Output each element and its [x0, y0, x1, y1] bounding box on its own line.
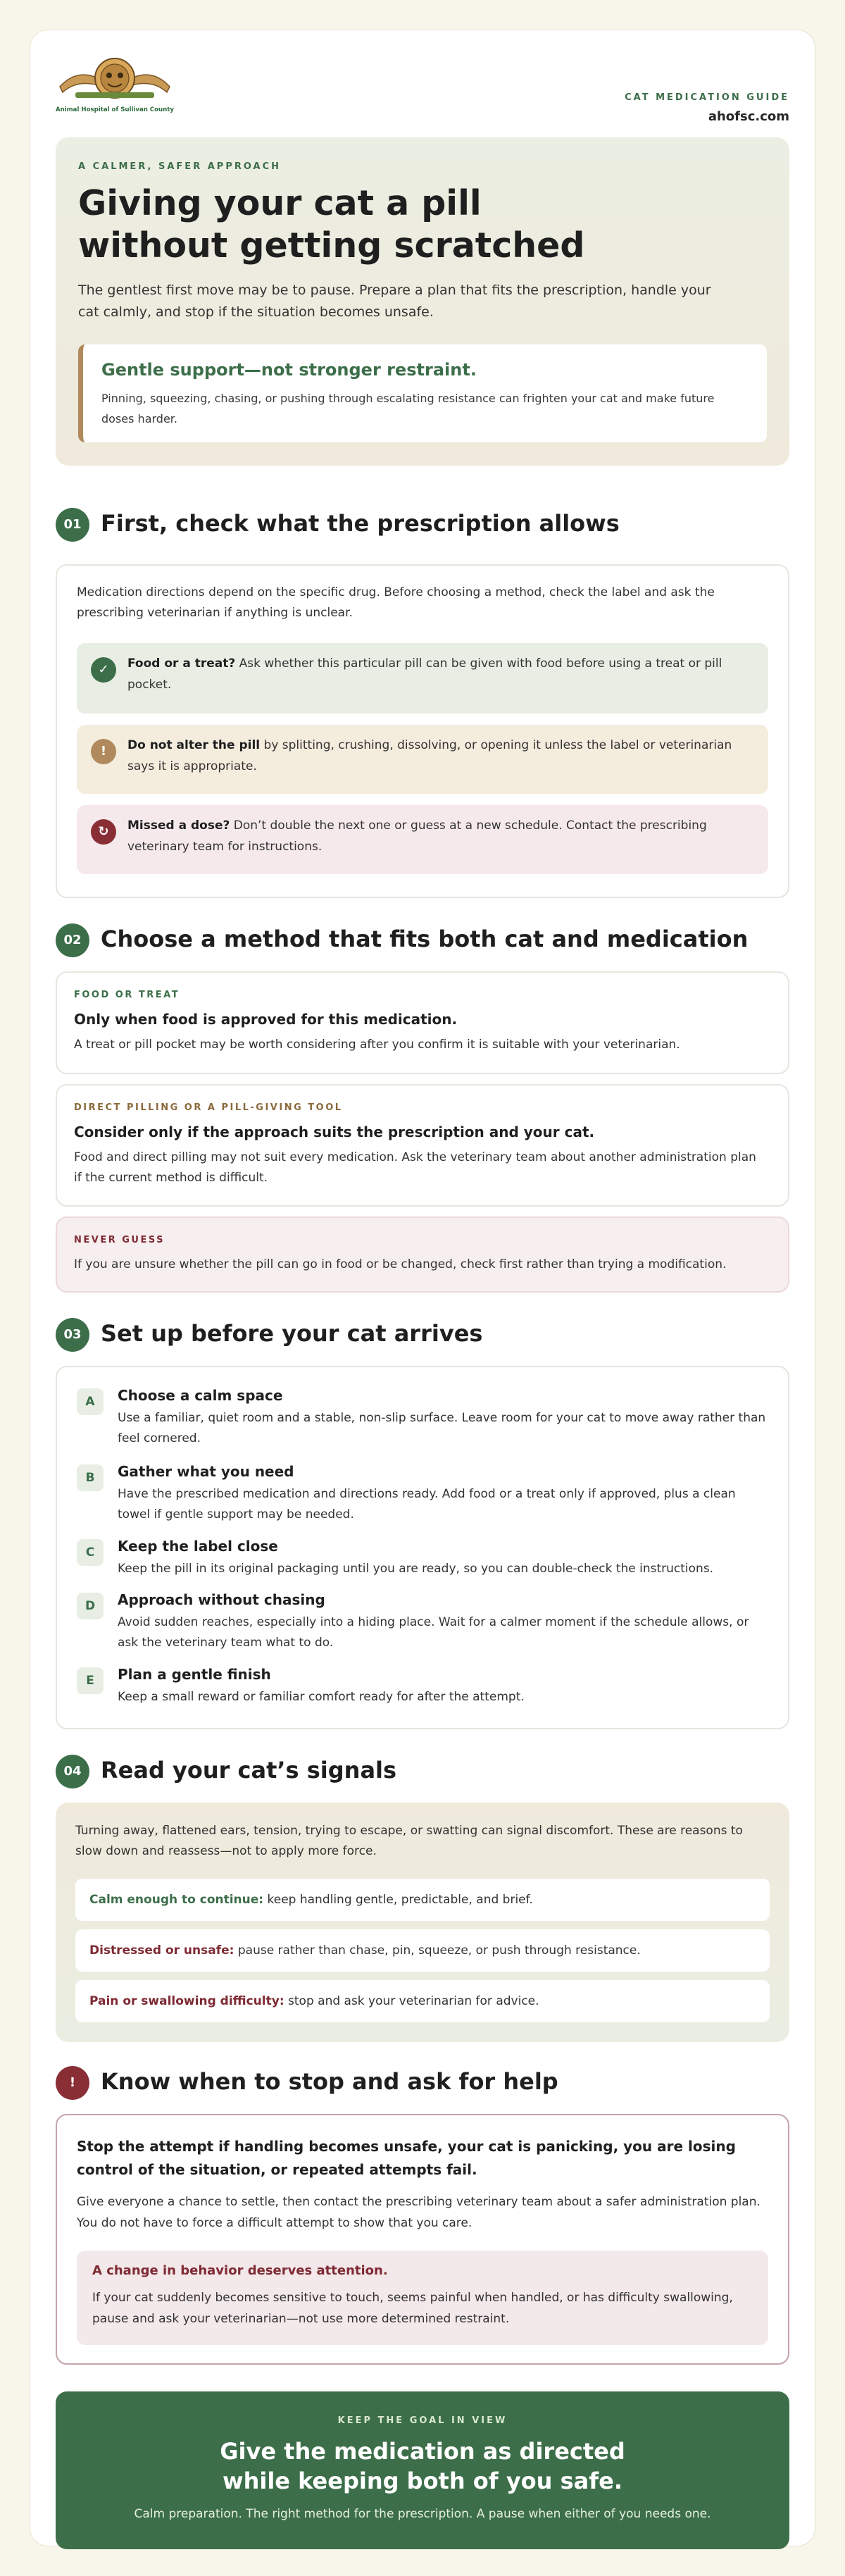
setup-step [77, 1591, 768, 1662]
header [56, 54, 789, 124]
alert-body: If your cat suddenly becomes sensitive to touch, seems painful when handled, or has difficulty swallowing, pause and ask your veterinarian—not use more determined restraint. [92, 2291, 733, 2326]
note-food-treat [77, 643, 768, 714]
banner-title [56, 2437, 789, 2496]
step-title: Approach without chasing [118, 1591, 325, 1608]
setup-card [56, 1366, 789, 1729]
step-letter: D [77, 1593, 104, 1619]
setup-step [77, 1387, 768, 1457]
warning-icon: ! [91, 739, 116, 764]
check-icon: ✓ [91, 657, 116, 683]
step-title: Gather what you need [118, 1463, 294, 1480]
signals-intro: Turning away, flattened ears, tension, trying to escape, or swatting can signal discomfort. These are reasons to slow down and reassess—not to apply more force. [75, 1824, 743, 1858]
banner-title-line-2: while keeping both of you safe. [223, 2468, 622, 2494]
refresh-icon: ↻ [91, 819, 116, 845]
setup-step [77, 1666, 768, 1736]
signals-panel [56, 1803, 789, 2042]
method-card-direct-pilling [56, 1084, 789, 1207]
prescription-card [56, 564, 789, 898]
section-intro: Medication directions depend on the specific drug. Before choosing a method, check the label and ask the prescribing veterinarian if anything is unclear. [77, 585, 715, 620]
logo-text: Animal Hospital of Sullivan County [56, 106, 175, 113]
note-text: Missed a dose? Don’t double the next one or guess at a new schedule. Contact the prescribing veterinary team for instructions. [127, 819, 707, 854]
signal-calm [75, 1879, 770, 1921]
method-card-never-guess [56, 1217, 789, 1293]
step-letter: A [77, 1388, 104, 1415]
step-title: Choose a calm space [118, 1387, 283, 1404]
step-body: Avoid sudden reaches, especially into a hiding place. Wait for a calmer moment if the schedule allows, or ask the veterinary team what to do. [118, 1615, 749, 1650]
method-eyebrow: FOOD OR TREAT [74, 990, 180, 1000]
alert-title: A change in behavior deserves attention. [92, 2263, 388, 2278]
banner-title-line-1: Give the medication as directed [220, 2438, 625, 2465]
goal-banner [56, 2391, 789, 2549]
note-text: Do not alter the pill by splitting, crushing, dissolving, or opening it unless the label or veterinarian says it is appropriate. [127, 738, 732, 773]
method-body: If you are unsure whether the pill can go in food or be changed, check first rather than trying a modification. [74, 1257, 727, 1271]
section-2-heading [56, 922, 789, 959]
step-letter: C [77, 1539, 104, 1566]
section-1-heading [56, 506, 789, 543]
section-title: Know when to stop and ask for help [101, 2068, 558, 2095]
guide-page [30, 30, 815, 2546]
section-title: Read your cat’s signals [101, 1757, 397, 1784]
note-do-not-alter [77, 725, 768, 794]
hero [56, 137, 789, 466]
hero-lead: The gentlest first move may be to pause. Prepare a plan that fits the prescription, handle your cat calmly, and stop if the situation becomes unsafe. [78, 282, 711, 320]
section-number-badge: 03 [56, 1318, 89, 1352]
banner-eyebrow: KEEP THE GOAL IN VIEW [337, 2415, 508, 2426]
site-link[interactable]: ahofsc.com [708, 109, 789, 124]
hero-callout [78, 344, 767, 442]
method-card-food [56, 971, 789, 1074]
signal-text: keep handling gentle, predictable, and brief. [263, 1893, 533, 1907]
step-body: Keep the pill in its original packaging until you are ready, so you can double-check the instructions. [118, 1562, 714, 1576]
signal-key: Distressed or unsafe: [89, 1943, 234, 1958]
setup-step [77, 1463, 768, 1533]
section-number-badge: 01 [56, 508, 89, 542]
method-body: A treat or pill pocket may be worth considering after you confirm it is suitable with your veterinarian. [74, 1038, 680, 1052]
title-line-2: without getting scratched [78, 225, 585, 266]
note-text: Food or a treat? Ask whether this particular pill can be given with food before using a treat or pill pocket. [127, 657, 722, 692]
hero-eyebrow: A CALMER, SAFER APPROACH [78, 161, 282, 172]
title-line-1: Giving your cat a pill [78, 183, 482, 223]
signal-text: stop and ask your veterinarian for advice. [284, 1994, 539, 2008]
step-body: Have the prescribed medication and directions ready. Add food or a treat only if approved, plus a clean towel if gentle support may be needed. [118, 1487, 736, 1522]
method-eyebrow: NEVER GUESS [74, 1235, 165, 1245]
method-title: Only when food is approved for this medication. [74, 1011, 458, 1028]
guide-label: CAT MEDICATION GUIDE [625, 92, 789, 103]
step-title: Keep the label close [118, 1538, 278, 1555]
section-3-heading [56, 1317, 789, 1353]
method-body: Food and direct pilling may not suit every medication. Ask the veterinary team about another administration plan if the current method is difficult. [74, 1150, 756, 1185]
section-title: First, check what the prescription allows [101, 510, 620, 537]
section-title: Set up before your cat arrives [101, 1320, 483, 1347]
section-5-heading [56, 2065, 789, 2101]
section-number-badge: 04 [56, 1755, 89, 1788]
step-letter: E [77, 1667, 104, 1694]
callout-title: Gentle support—not stronger restraint. [101, 360, 477, 380]
banner-body: Calm preparation. The right method for the prescription. A pause when either of you needs one. [134, 2507, 711, 2521]
signal-pain [75, 1980, 770, 2022]
section-4-heading [56, 1753, 789, 1790]
step-title: Plan a gentle finish [118, 1666, 271, 1683]
section-number-badge: 02 [56, 923, 89, 957]
signal-text: pause rather than chase, pin, squeeze, or push through resistance. [234, 1943, 641, 1958]
hospital-logo[interactable] [56, 54, 174, 119]
step-body: Use a familiar, quiet room and a stable, non-slip surface. Leave room for your cat to move away rather than feel cornered. [118, 1411, 766, 1445]
step-letter: B [77, 1464, 104, 1491]
stop-lead: Stop the attempt if handling becomes unsafe, your cat is panicking, you are losing control of the situation, or repeated attempts fail. [77, 2138, 736, 2178]
stop-body: Give everyone a chance to settle, then contact the prescribing veterinary team about a safer administration plan. You do not have to force a difficult attempt to show that you care. [77, 2195, 760, 2230]
section-title: Choose a method that fits both cat and medication [101, 926, 749, 952]
step-body: Keep a small reward or familiar comfort ready for after the attempt. [118, 1690, 525, 1704]
behavior-alert [77, 2251, 768, 2345]
page-title [78, 182, 641, 267]
alert-icon: ! [56, 2066, 89, 2100]
signal-key: Pain or swallowing difficulty: [89, 1994, 284, 2008]
method-eyebrow: DIRECT PILLING OR A PILL-GIVING TOOL [74, 1102, 343, 1113]
callout-body: Pinning, squeezing, chasing, or pushing through escalating resistance can frighten your cat and make future doses harder. [101, 392, 715, 425]
stop-card [56, 2114, 789, 2365]
signal-key: Calm enough to continue: [89, 1893, 264, 1907]
note-missed-dose [77, 805, 768, 874]
method-title: Consider only if the approach suits the prescription and your cat. [74, 1124, 595, 1140]
signal-distressed [75, 1929, 770, 1972]
